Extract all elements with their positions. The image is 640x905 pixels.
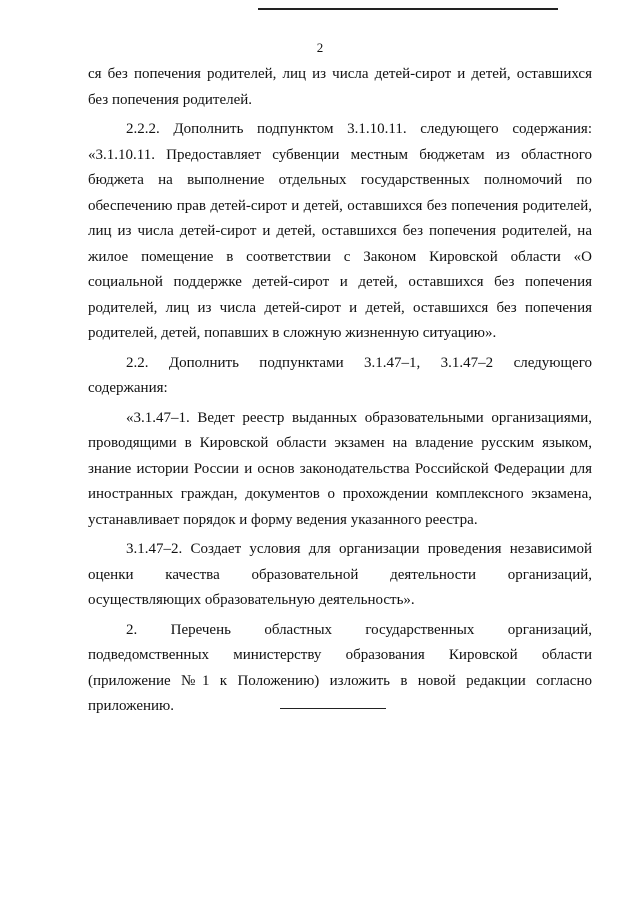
document-body [88, 62, 592, 724]
paragraph-3-1-47-2: 3.1.47–2. Создает условия для организации проведения независимой оценки качества образовательной деятельности организаций, осуществляющих образовательную деятельность». [88, 541, 592, 608]
page-number: 2 [316, 40, 324, 55]
paragraph-2: 2. Перечень областных государственных организаций, подведомственных министерству образования Кировской области (приложение №1 к Положению) изложить в новой редакции согласно приложению. [88, 621, 592, 714]
paragraph-continuation: ся без попечения родителей, лиц из числа детей-сирот и детей, оставшихся без попечения родителей. [88, 66, 592, 108]
paragraph-2-2-2: 2.2.2. Дополнить подпунктом 3.1.10.11. следующего содержания: «3.1.10.11. Предоставляет субвенции местным бюджетам из областного бюджета на выполнение отдельных государственных полномочий по обеспечению прав детей-сирот и детей, оставшихся без попечения родителей, лиц из числа детей-сирот и детей, оставшихся без попечения родителей, на жилое помещение в соответствии с Законом Кировской области «О социальной поддержке детей-сирот и детей, оставшихся без попечения родителей, лиц из числа детей-сирот и детей, оставшихся без попечения родителей, детей, попавших в сложную жизненную ситуацию». [88, 121, 592, 341]
top-rule [258, 8, 558, 10]
paragraph-2-2: 2.2. Дополнить подпунктами 3.1.47–1, 3.1.47–2 следующего содержания: [88, 354, 592, 396]
paragraph-3-1-47-1: «3.1.47–1. Ведет реестр выданных образовательными организациями, проводящими в Кировской области экзамен на владение русским языком, знание истории России и основ законодательства Российской Федерации для иностранных граждан, документов о прохождении комплексного экзамена, устанавливает порядок и форму ведения указанного реестра. [88, 409, 592, 528]
end-rule [280, 708, 386, 709]
